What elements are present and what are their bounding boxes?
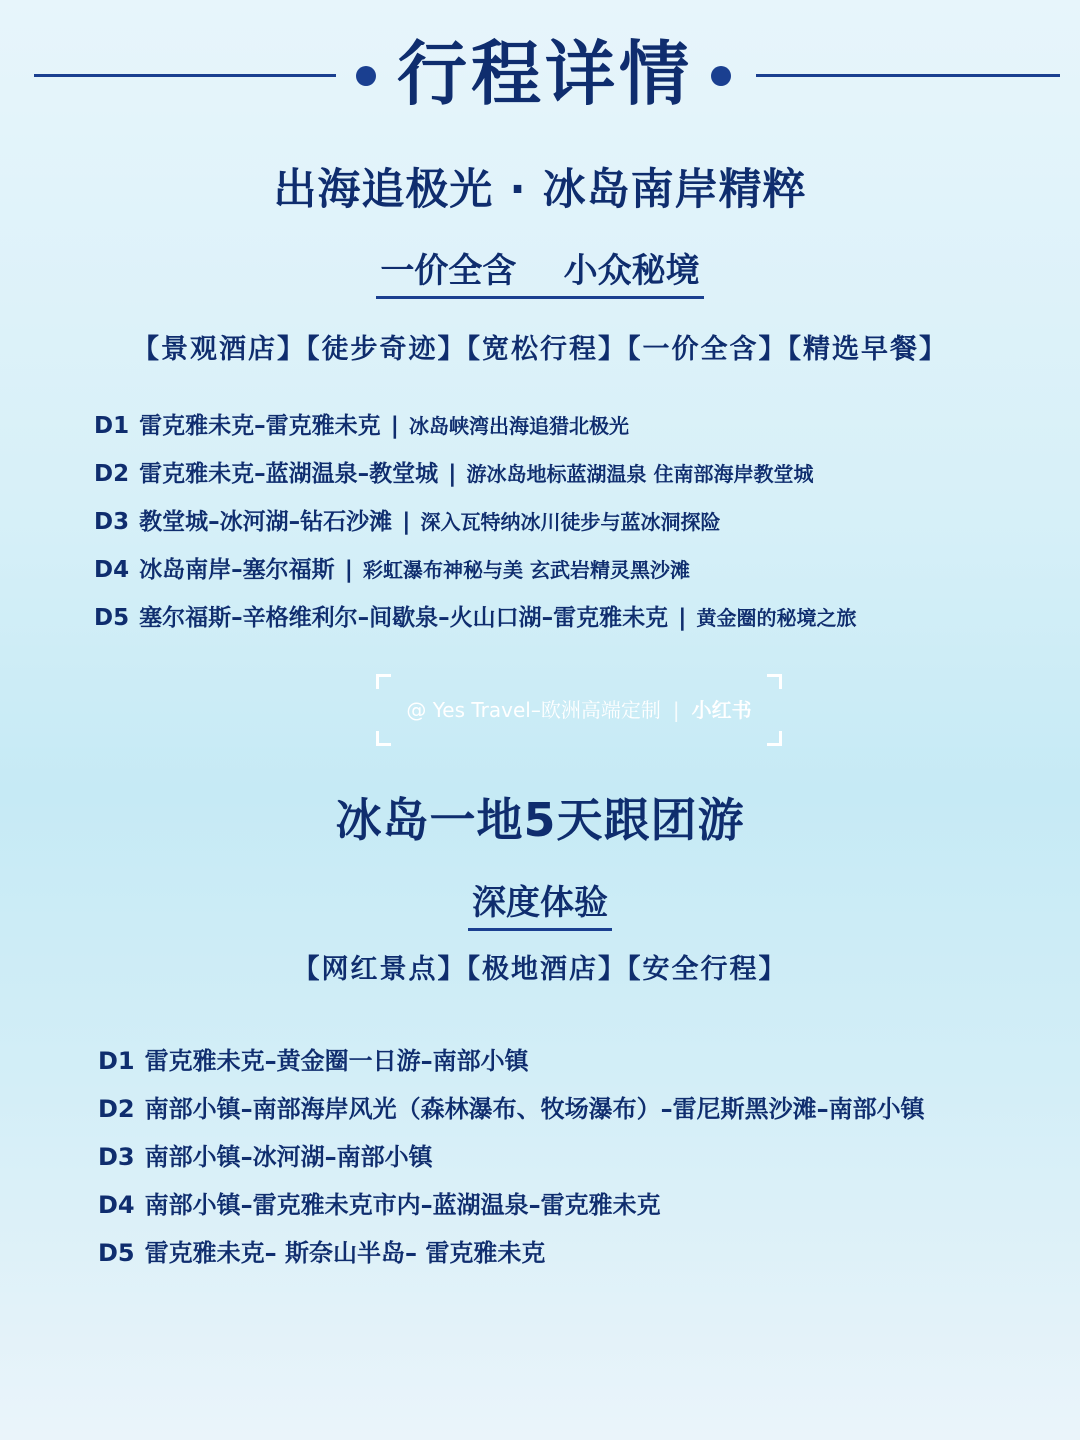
day-description: 深入瓦特纳冰川徒步与蓝冰洞探险 [420,510,721,534]
day-route: 塞尔福斯–辛格维利尔–间歇泉–火山口湖–雷克雅未克 [139,605,669,631]
day-separator: | [390,413,400,439]
day-label: D5 [98,1239,135,1267]
day-description: 冰岛峡湾出海追猎北极光 [409,414,630,438]
watermark-divider: | [672,698,680,722]
day-description: 黄金圈的秘境之旅 [696,606,857,630]
watermark [376,674,782,746]
day-label: D2 [98,1095,135,1123]
day-separator: | [448,461,457,487]
watermark-corner [767,731,782,746]
header-divider-right [756,74,1060,77]
header-dot-left [356,66,376,86]
day-description: 游冰岛地标蓝湖温泉 住南部海岸教堂城 [466,462,814,486]
itinerary-day-item [94,450,857,498]
watermark-corner [376,674,391,689]
section2-subtitle-wrap [0,880,1080,931]
itinerary-day-item [98,1133,925,1181]
itinerary-day-item [98,1085,925,1133]
day-separator: | [402,509,411,535]
day-label: D1 [98,1047,135,1075]
day-label: D3 [98,1143,135,1171]
page-header [0,28,1080,124]
day-route: 雷克雅未克– 斯奈山半岛– 雷克雅未克 [144,1239,546,1267]
page-title: 行程详情 [397,33,693,115]
itinerary-day-item [98,1181,925,1229]
itinerary-day-item [94,498,857,546]
section2-title: 冰岛一地5天跟团游 [335,793,745,847]
day-label: D4 [98,1191,135,1219]
header-dot-right [711,66,731,86]
section1-tags: 【景观酒店】【徒步奇迹】【宽松行程】【一价全含】【精选早餐】 [132,334,948,365]
day-separator: | [678,605,687,631]
section2-itinerary [98,1037,925,1277]
itinerary-day-item [94,594,857,642]
day-route: 雷克雅未克–黄金圈一日游–南部小镇 [144,1047,529,1075]
watermark-text-row [376,694,782,726]
day-route: 教堂城–冰河湖–钻石沙滩 [139,509,393,535]
day-label: D1 [94,413,130,439]
section2-tags: 【网红景点】【极地酒店】【安全行程】 [292,954,788,985]
section1-subtitle-wrap [0,248,1080,299]
header-divider-left [34,74,336,77]
day-route: 雷克雅未克–蓝湖温泉–教堂城 [139,461,439,487]
watermark-author: @ Yes Travel–欧洲高端定制 [406,698,661,722]
day-label: D5 [94,605,130,631]
section2-subtitle: 深度体验 [468,880,612,931]
day-label: D3 [94,509,130,535]
itinerary-day-item [98,1229,925,1277]
itinerary-day-item [94,546,857,594]
day-description: 彩虹瀑布神秘与美 玄武岩精灵黑沙滩 [363,558,690,582]
watermark-brand: 小红书 [691,698,752,722]
itinerary-day-item [94,402,857,450]
section1-itinerary [94,402,857,642]
day-label: D2 [94,461,130,487]
section1-subtitle: 一价全含 小众秘境 [376,248,703,299]
day-route: 雷克雅未克–雷克雅未克 [139,413,381,439]
day-route: 南部小镇–雷克雅未克市内–蓝湖温泉–雷克雅未克 [144,1191,661,1219]
day-route: 南部小镇–冰河湖–南部小镇 [144,1143,433,1171]
day-route: 冰岛南岸–塞尔福斯 [139,557,335,583]
itinerary-day-item [98,1037,925,1085]
day-label: D4 [94,557,130,583]
day-route: 南部小镇–南部海岸风光（森林瀑布、牧场瀑布）–雷尼斯黑沙滩–南部小镇 [144,1095,925,1123]
section1-title: 出海追极光 · 冰岛南岸精粹 [273,165,807,215]
watermark-corner [376,731,391,746]
watermark-corner [767,674,782,689]
day-separator: | [344,557,354,583]
